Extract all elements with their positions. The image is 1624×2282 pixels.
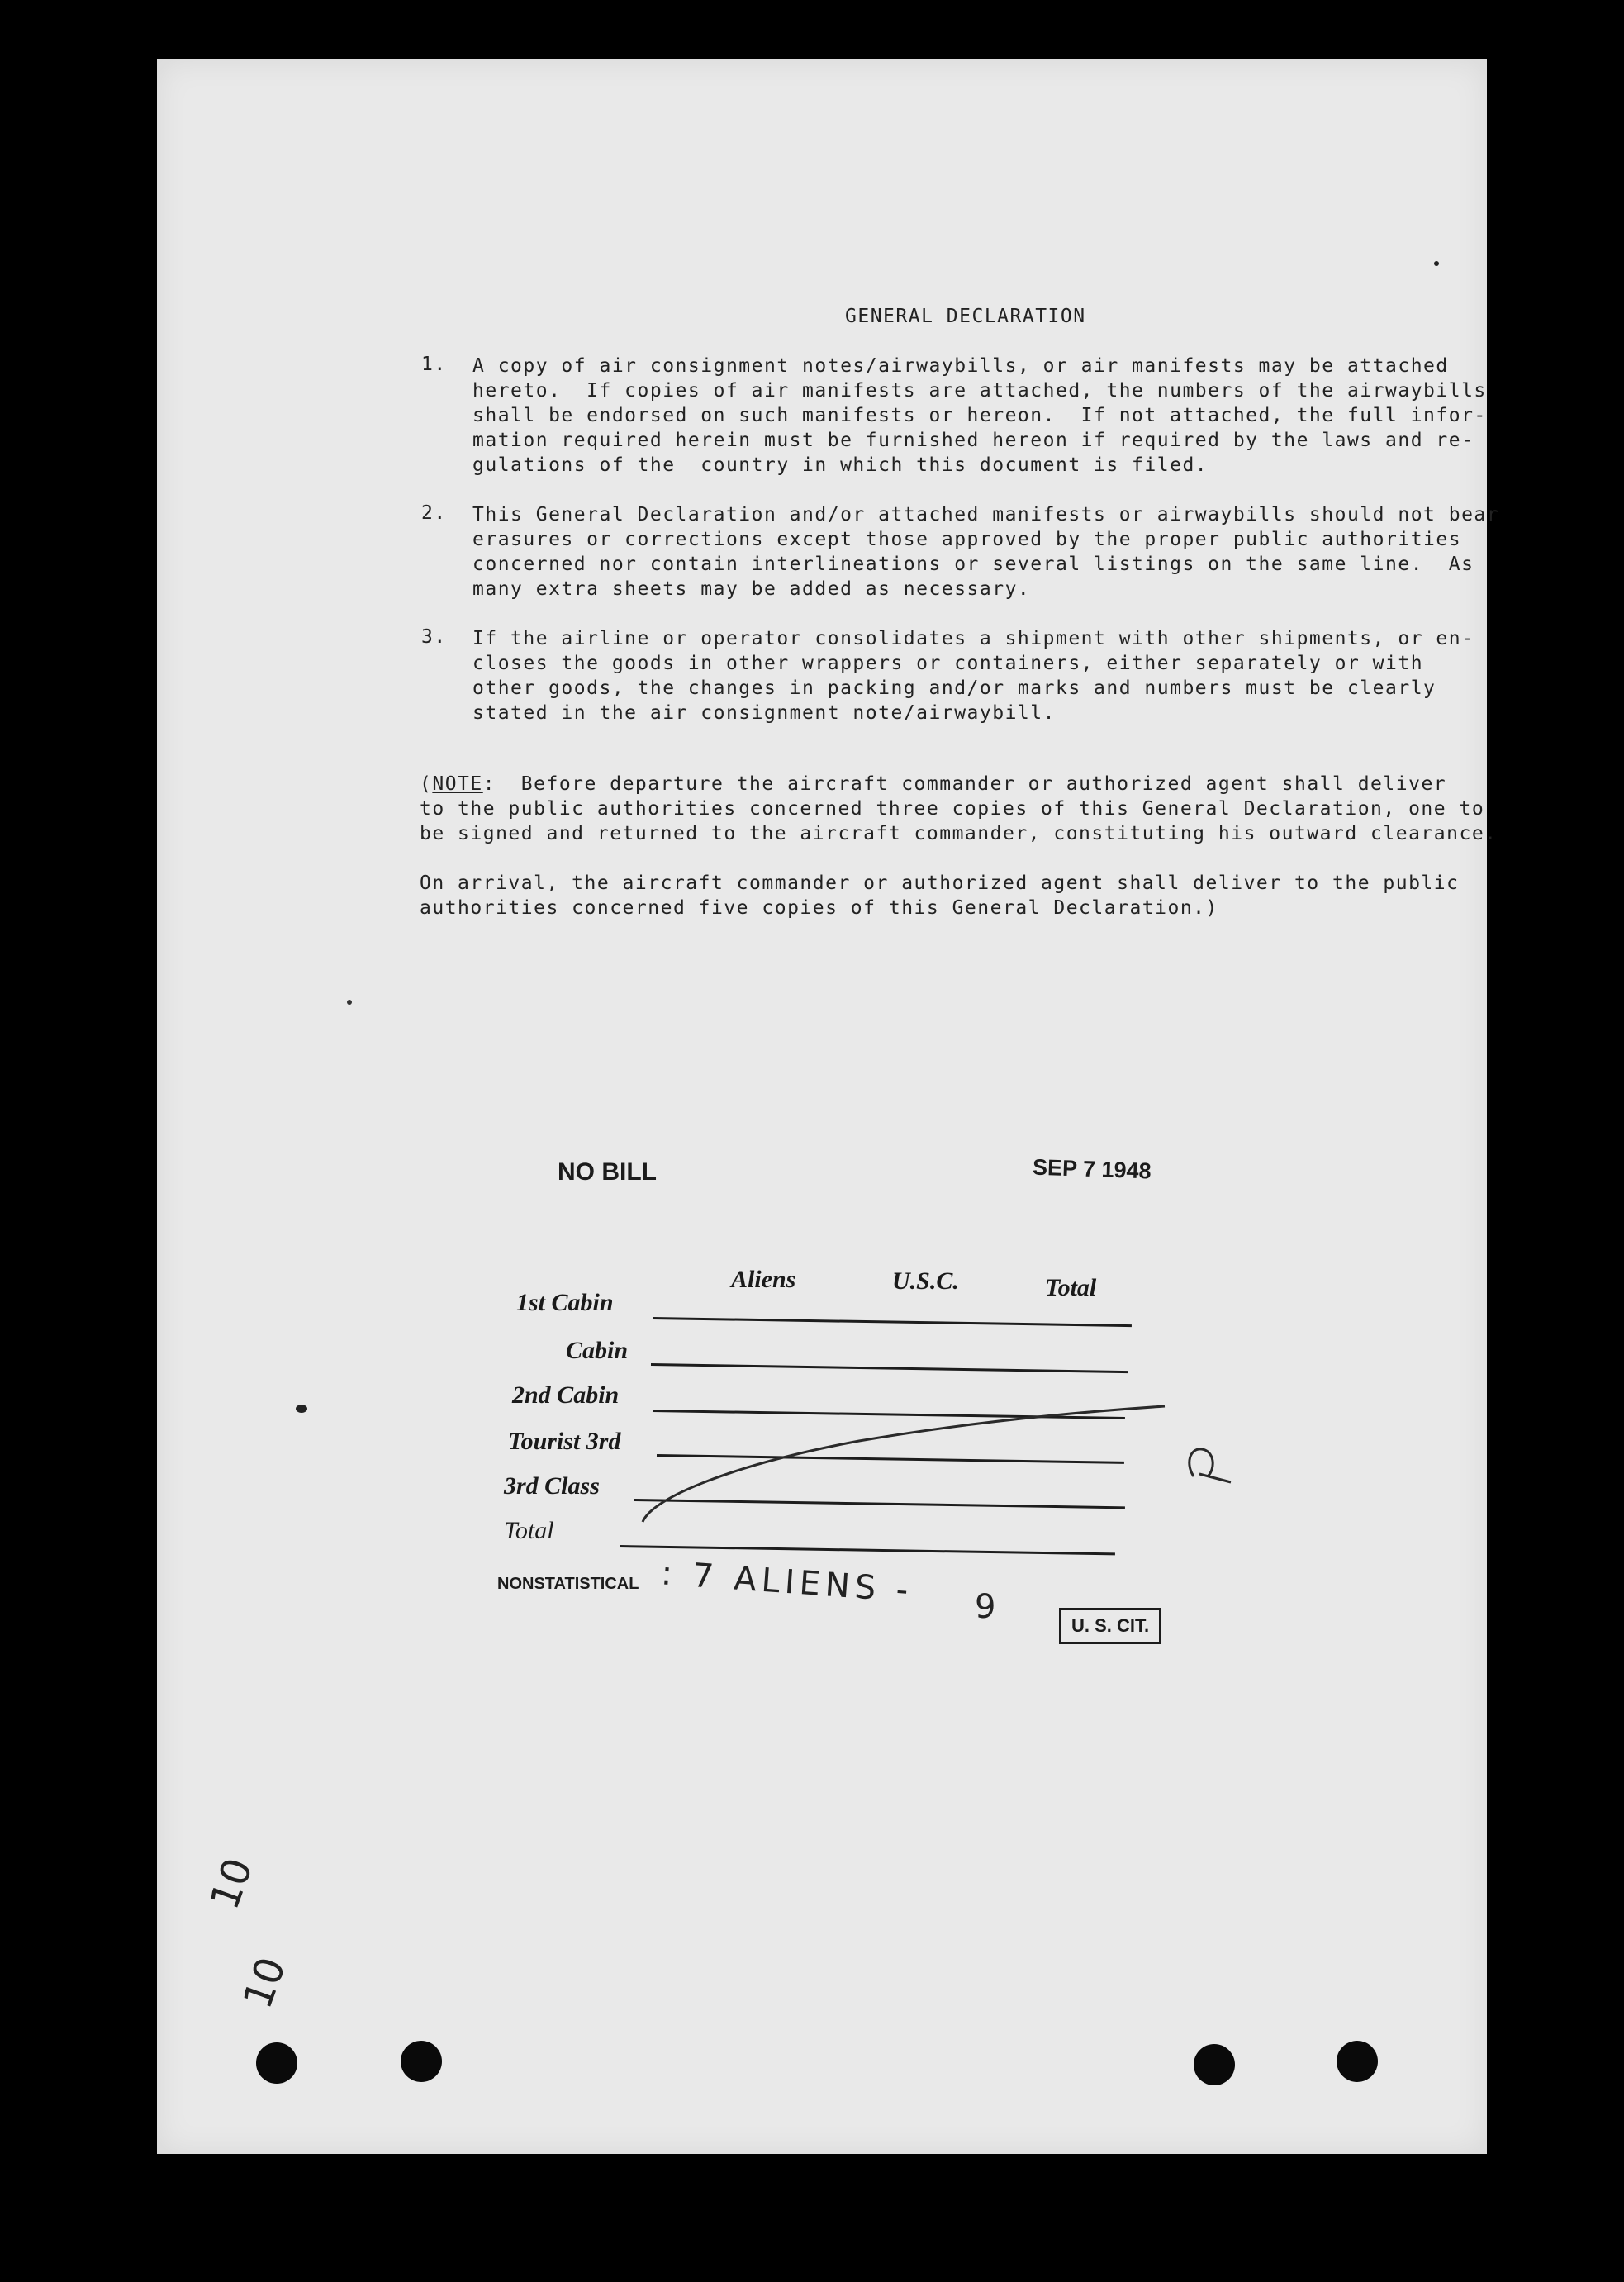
paragraph-line: closes the goods in other wrappers or containers, either separately or with [472, 653, 1424, 674]
punch-hole [401, 2041, 442, 2082]
speck [1434, 261, 1439, 266]
row-label-cabin: Cabin [566, 1337, 629, 1364]
note-line: to the public authorities concerned three copies of this General Declaration, one to [420, 798, 1485, 820]
paragraph-number: 3. [421, 626, 447, 648]
paragraph-line: If the airline or operator consolidates a shipment with other shipments, or en- [472, 628, 1474, 649]
punch-hole [256, 2042, 297, 2084]
aliens-handwritten-note: : 7 ALIENS - [659, 1554, 914, 1610]
margin-number: 10 [201, 1852, 263, 1916]
paragraph-number: 1. [421, 354, 447, 375]
speck [296, 1405, 307, 1413]
row-label-2nd-cabin: 2nd Cabin [512, 1381, 620, 1409]
document-title: GENERAL DECLARATION [845, 306, 1086, 327]
arrival-line: On arrival, the aircraft commander or authorized agent shall deliver to the public [420, 872, 1460, 894]
paragraph-line: hereto. If copies of air manifests are attached, the numbers of the airwaybills [472, 380, 1487, 402]
column-header-aliens: Aliens [731, 1266, 796, 1293]
paragraph-line: This General Declaration and/or attached manifests or airwaybills should not bear [472, 504, 1500, 525]
us-cit-label: U. S. CIT. [1071, 1615, 1150, 1636]
column-header-total: Total [1045, 1274, 1097, 1301]
paragraph-line: shall be endorsed on such manifests or hereon. If not attached, the full infor- [472, 405, 1487, 426]
document-page [157, 59, 1500, 2154]
row-label-total: Total [504, 1517, 554, 1544]
row-label-1st-cabin: 1st Cabin [516, 1289, 614, 1316]
row-label-tourist-3rd: Tourist 3rd [508, 1428, 621, 1455]
paragraph-line: other goods, the changes in packing and/or marks and numbers must be clearly [472, 677, 1436, 699]
speck [347, 1000, 352, 1005]
paragraph-line: gulations of the country in which this document is filed. [472, 454, 1209, 476]
us-cit-stamp [1059, 1608, 1161, 1644]
date-stamp: SEP 7 1948 [1032, 1154, 1152, 1184]
punch-hole [1337, 2041, 1378, 2082]
column-header-usc: U.S.C. [892, 1267, 959, 1295]
row-label-3rd-class: 3rd Class [504, 1472, 600, 1500]
note-open-paren: ( [420, 773, 433, 795]
paragraph-line: mation required herein must be furnished hereon if required by the laws and re- [472, 430, 1474, 451]
punch-hole [1194, 2044, 1235, 2085]
paragraph-line: many extra sheets may be added as necessary. [472, 578, 1031, 600]
paragraph-line: concerned nor contain interlineations or several listings on the same line. As [472, 554, 1474, 575]
nonstatistical-stamp: NONSTATISTICAL [497, 1575, 639, 1593]
note-text: : Before departure the aircraft commander or authorized agent shall deliver [482, 773, 1447, 795]
paragraph-line: erasures or corrections except those approved by the proper public authorities [472, 529, 1462, 550]
paragraph-number: 2. [421, 502, 447, 524]
note-line: be signed and returned to the aircraft commander, constituting his outward clearance. [420, 823, 1498, 844]
no-bill-stamp: NO BILL [558, 1158, 657, 1186]
arrival-line: authorities concerned five copies of this General Declaration.) [420, 897, 1218, 919]
aliens-handwritten-count: 9 [975, 1588, 996, 1626]
paragraph-line: stated in the air consignment note/airwaybill. [472, 702, 1056, 724]
paragraph-line: A copy of air consignment notes/airwaybills, or air manifests may be attached [472, 355, 1449, 377]
strike-through-mark [157, 59, 1487, 2154]
note-label: NOTE [432, 773, 483, 795]
margin-number: 10 [234, 1951, 296, 2015]
